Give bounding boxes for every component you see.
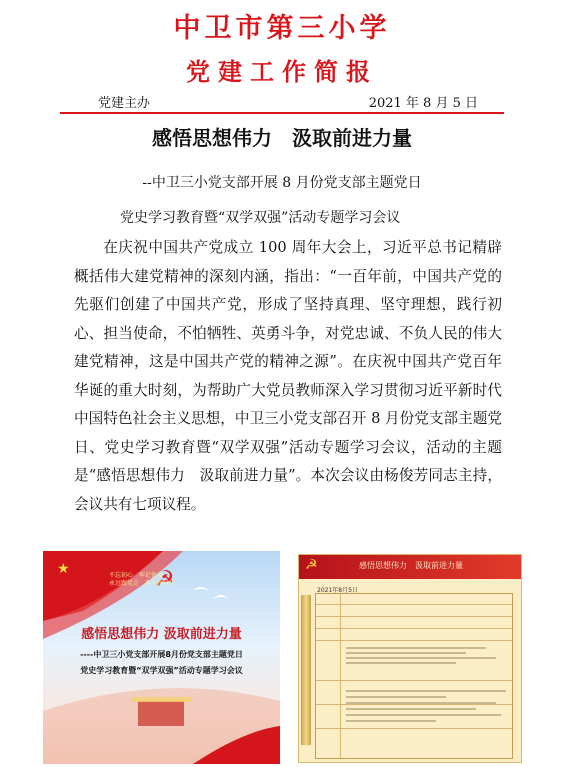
agenda-table xyxy=(315,593,513,759)
party-emblem-icon: ☭ xyxy=(155,567,175,592)
slide-title: 感悟思想伟力 汲取前进力量 xyxy=(359,561,463,570)
table-row xyxy=(316,640,512,641)
bulletin-title: 党建工作简报 xyxy=(186,58,378,86)
poster-line-1: ----中卫三小党支部开展8月份党支部主题党日 xyxy=(80,650,243,659)
party-emblem-icon: ☭ xyxy=(305,557,318,573)
slide-pillar xyxy=(301,595,311,745)
poster-slogan: 不忘初心 牢记使命 永远跟党走 奋斗新时代 xyxy=(109,572,176,587)
table-row xyxy=(316,628,512,629)
table-row xyxy=(316,616,512,617)
star-icon: ★ xyxy=(57,561,70,577)
article-title: 感悟思想伟力 汲取前进力量 xyxy=(152,126,412,150)
header-divider xyxy=(60,112,504,114)
meta-line xyxy=(98,92,478,110)
agenda-text-block xyxy=(346,686,506,746)
issue-date: 2021 年 8 月 5 日 xyxy=(368,96,478,111)
table-row xyxy=(316,680,512,681)
meeting-title: 党史学习教育暨“双学双强”活动专题学习会议 xyxy=(120,210,401,226)
article-subtitle: --中卫三小党支部开展 8 月份党支部主题党日 xyxy=(142,175,422,191)
agenda-slide-photo xyxy=(294,551,524,764)
meeting-poster-photo xyxy=(43,551,280,764)
poster-line-2: 党史学习教育暨“双学双强”活动专题学习会议 xyxy=(80,666,243,675)
table-row xyxy=(316,604,512,605)
agenda-text-block xyxy=(346,644,496,674)
slide-date: 2021年8月5日 xyxy=(317,587,358,594)
slide-header xyxy=(299,555,521,579)
organizer: 党建主办 xyxy=(98,96,151,111)
agenda-slide xyxy=(298,554,522,763)
table-divider xyxy=(340,594,341,758)
poster-title: 感悟思想伟力 汲取前进力量 xyxy=(81,627,242,642)
article-paragraph: 在庆祝中国共产党成立 100 周年大会上，习近平总书记精辟概括伟大建党精神的深刻内涵，指出：“一百年前，中国共产党的先驱们创建了中国共产党，形成了坚持真理、坚守理想，践行初心、担当使命，不怕牺牲、英勇斗争，对党忠诚、不负人民的伟大建党精神，这是中国共产党的精神之源”。在庆祝中国共产党百年华诞的重大时刻，为帮助广大党员教师深入学习贯彻习近平新时代中国特色社会主义思想，中卫三小党支部召开 8 月份党支部主题党日、党史学习教育暨“双学双强”活动专题学习会议，活动的主题是“感悟思想伟力 汲取前进力量”。本次会议由杨俊芳同志主持，会议共有七项议程。 xyxy=(74,239,502,513)
school-name: 中卫市第三小学 xyxy=(173,13,391,44)
